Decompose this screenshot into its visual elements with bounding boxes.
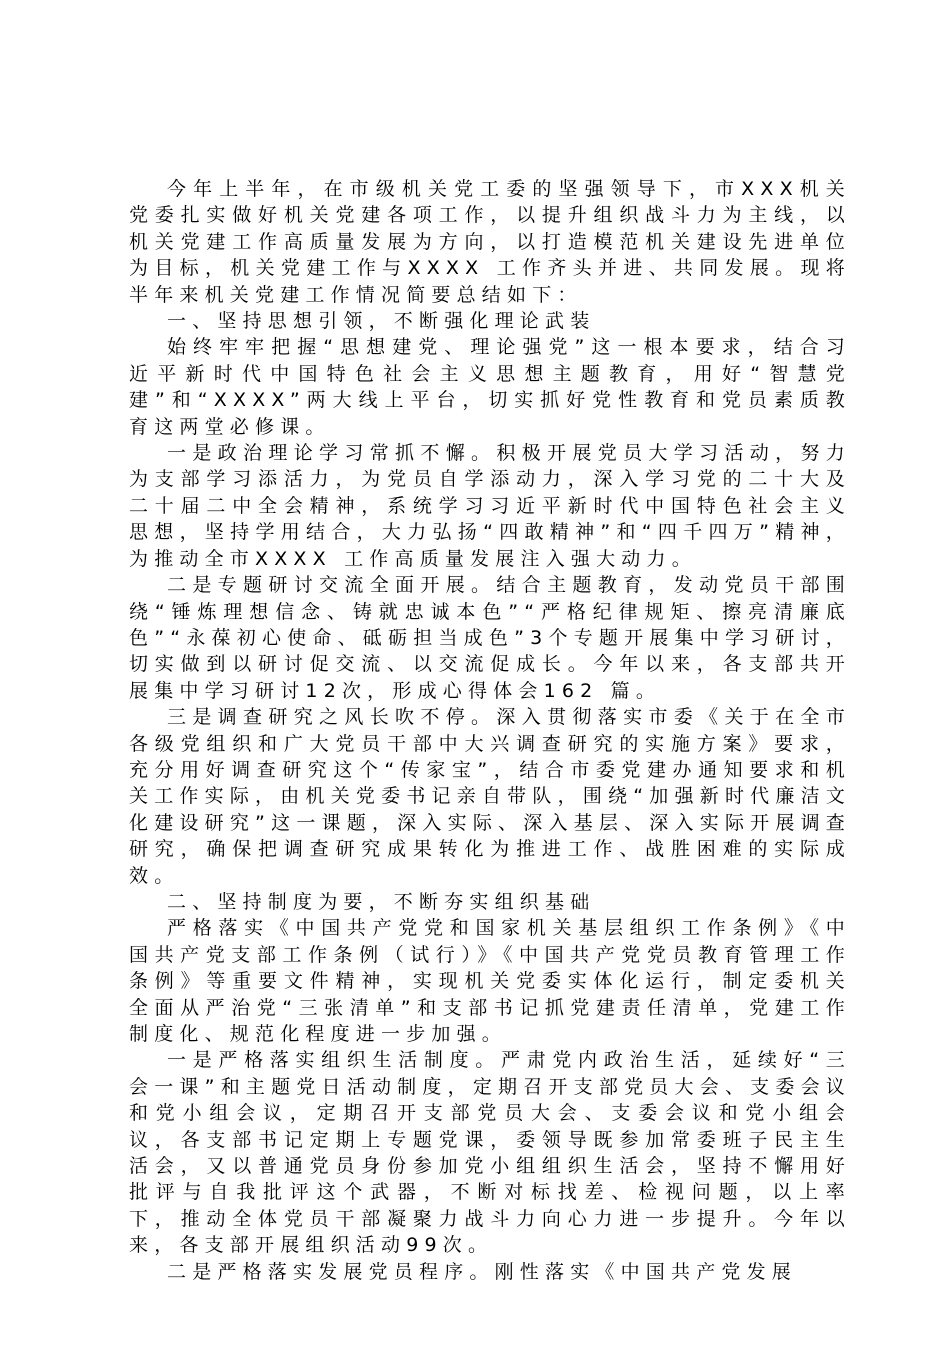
paragraph-section-2-intro: 严格落实《中国共产党党和国家机关基层组织工作条例》《中国共产党支部工作条例（试行）》《中国共产党党员教育管理工作条例》等重要文件精神，实现机关党委实体化运行，制定委机关全面从严治党“三张清单”和支部书记抓党建责任清单，党建工作制度化、规范化程度进一步加强。 — [129, 917, 851, 1045]
paragraph-intro: 今年上半年，在市级机关党工委的坚强领导下，市XXX机关党委扎实做好机关党建各项工作，以提升组织战斗力为主线，以机关党建工作高质量发展为方向，以打造模范机关建设先进单位为目标，机关党建工作与XXXX 工作齐头并进、共同发展。现将半年来机关党建工作情况简要总结如下： — [129, 178, 851, 306]
section-heading-1: 一、坚持思想引领，不断强化理论武装 — [167, 310, 596, 333]
paragraph-item-1-1: 一是政治理论学习常抓不懈。积极开展党员大学习活动，努力为支部学习添活力，为党员自学添动力，深入学习党的二十大及二十届二中全会精神，系统学习习近平新时代中国特色社会主义思想，坚持学用结合，大力弘扬“四敢精神”和“四千四万”精神，为推动全市XXXX 工作高质量发展注入强大动力。 — [129, 442, 851, 570]
paragraph-item-2-1: 一是严格落实组织生活制度。严肃党内政治生活，延续好“三会一课”和主题党日活动制度，定期召开支部党员大会、支委会议和党小组会议，定期召开支部党员大会、支委会议和党小组会议，各支部书记定期上专题党课，委领导既参加常委班子民主生活会，又以普通党员身份参加党小组组织生活会，坚持不懈用好批评与自我批评这个武器，不断对标找差、检视问题，以上率下，推动全体党员干部凝聚力战斗力向心力进一步提升。今年以来，各支部开展组织活动99次。 — [129, 1049, 851, 1257]
document-body — [129, 176, 851, 1285]
paragraph-item-1-2: 二是专题研讨交流全面开展。结合主题教育，发动党员干部围绕“锤炼理想信念、铸就忠诚本色”“严格纪律规矩、擦亮清廉底色”“永葆初心使命、砥砺担当成色”3个专题开展集中学习研讨，切实做到以研讨促交流、以交流促成长。今年以来，各支部共开展集中学习研讨12次，形成心得体会162 篇。 — [129, 574, 851, 702]
paragraph-item-1-3: 三是调查研究之风长吹不停。深入贯彻落实市委《关于在全市各级党组织和广大党员干部中大兴调查研究的实施方案》要求，充分用好调查研究这个“传家宝”，结合市委党建办通知要求和机关工作实际，由机关党委书记亲自带队，围绕“加强新时代廉洁文化建设研究”这一课题，深入实际、深入基层、深入实际开展调查研究，确保把调查研究成果转化为推进工作、战胜困难的实际成效。 — [129, 706, 851, 887]
paragraph-item-2-2: 二是严格落实发展党员程序。刚性落实《中国共产党发展 — [167, 1260, 798, 1283]
paragraph-section-1-intro: 始终牢牢把握“思想建党、理论强党”这一根本要求，结合习近平新时代中国特色社会主义思想主题教育，用好“智慧党建”和“XXXX”两大线上平台，切实抓好党性教育和党员素质教育这两堂必修课。 — [129, 336, 851, 438]
section-heading-2: 二、坚持制度为要，不断夯实组织基础 — [167, 890, 596, 913]
